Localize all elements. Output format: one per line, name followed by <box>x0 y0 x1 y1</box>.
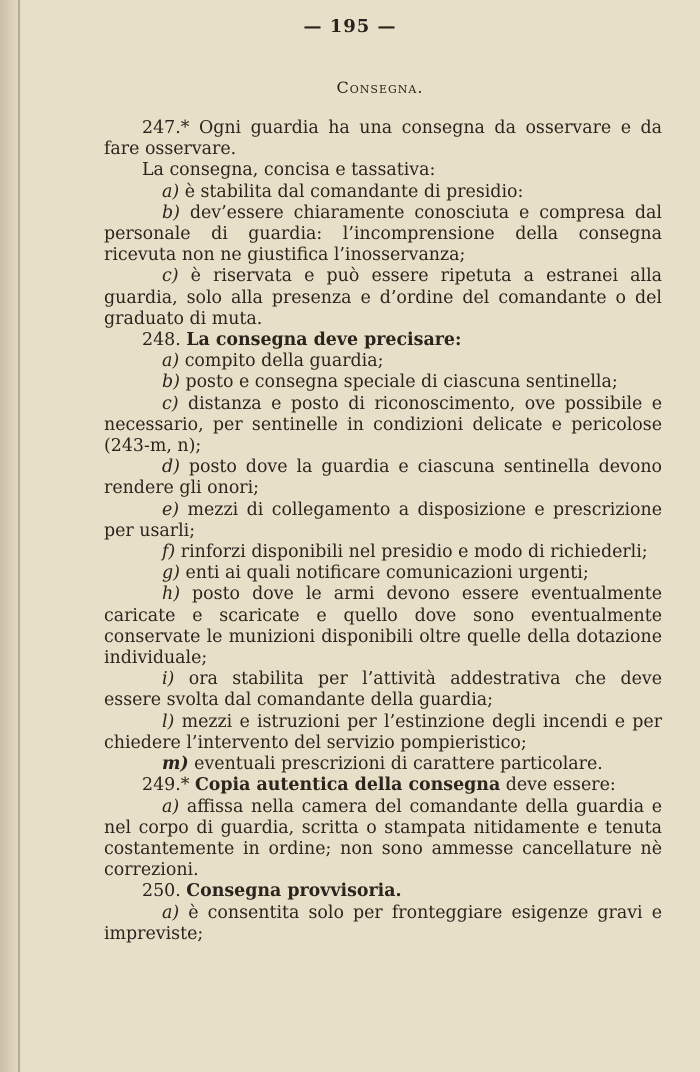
page-body <box>104 118 662 945</box>
paragraph-249: 249.* Copia autentica della consegna deve essere: <box>142 775 616 796</box>
list-item: i) ora stabilita per l’attività addestrativa che deve essere svolta dal comandante della guardia; <box>104 669 662 711</box>
list-item: l) mezzi e istruzioni per l’estinzione degli incendi e per chiedere l’intervento del servizio pompieristico; <box>104 711 663 753</box>
list-item: a) è consentita solo per fronteggiare esigenze gravi e impreviste; <box>104 902 662 944</box>
paragraph-250: 250. Consegna provvisoria. <box>142 881 402 902</box>
list-item: a) compito della guardia; <box>162 351 384 372</box>
paragraph-248: 248. La consegna deve precisare: <box>142 330 462 351</box>
list-item: f) rinforzi disponibili nel presidio e modo di richiederli; <box>162 542 648 563</box>
list-item: c) è riservata e può essere ripetuta a estranei alla guardia, solo alla presenza e d’ordine del comandante o del graduato di muta. <box>104 266 662 329</box>
page-number: — 195 — <box>303 16 397 37</box>
paragraph-247-intro: La consegna, concisa e tassativa: <box>142 160 436 181</box>
list-item: m) eventuali prescrizioni di carattere particolare. <box>162 754 603 775</box>
list-item: b) posto e consegna speciale di ciascuna sentinella; <box>162 372 618 393</box>
list-item: e) mezzi di collegamento a disposizione e prescrizione per usarli; <box>104 499 663 541</box>
page-binding-line <box>18 0 20 1072</box>
list-item: a) è stabilita dal comandante di presidio: <box>162 181 524 202</box>
list-item: d) posto dove la guardia e ciascuna sentinella devono rendere gli onori; <box>104 457 662 499</box>
list-item: g) enti ai quali notificare comunicazioni urgenti; <box>162 563 589 584</box>
paragraph-247: 247.* Ogni guardia ha una consegna da osservare e da fare osservare. <box>104 118 663 160</box>
list-item: c) distanza e posto di riconoscimento, ove possibile e necessario, per sentinelle in condizioni delicate e pericolose (243-m, n); <box>104 393 663 457</box>
section-title: Consegna. <box>336 78 424 97</box>
list-item: a) affissa nella camera del comandante della guardia e nel corpo di guardia, scritta o stampata nitidamente e tenuta costantemente in ordine; non sono ammesse cancellature nè correzioni. <box>104 796 663 881</box>
list-item: h) posto dove le armi devono essere eventualmente caricate e scaricate e quello dove sono eventualmente conservate le munizioni disponibili oltre quelle della dotazione individuale; <box>104 584 662 669</box>
list-item: b) dev’essere chiaramente conosciuta e compresa dal personale di guardia: l’incomprensione della consegna ricevuta non ne giustifica l’inosservanza; <box>104 202 662 266</box>
